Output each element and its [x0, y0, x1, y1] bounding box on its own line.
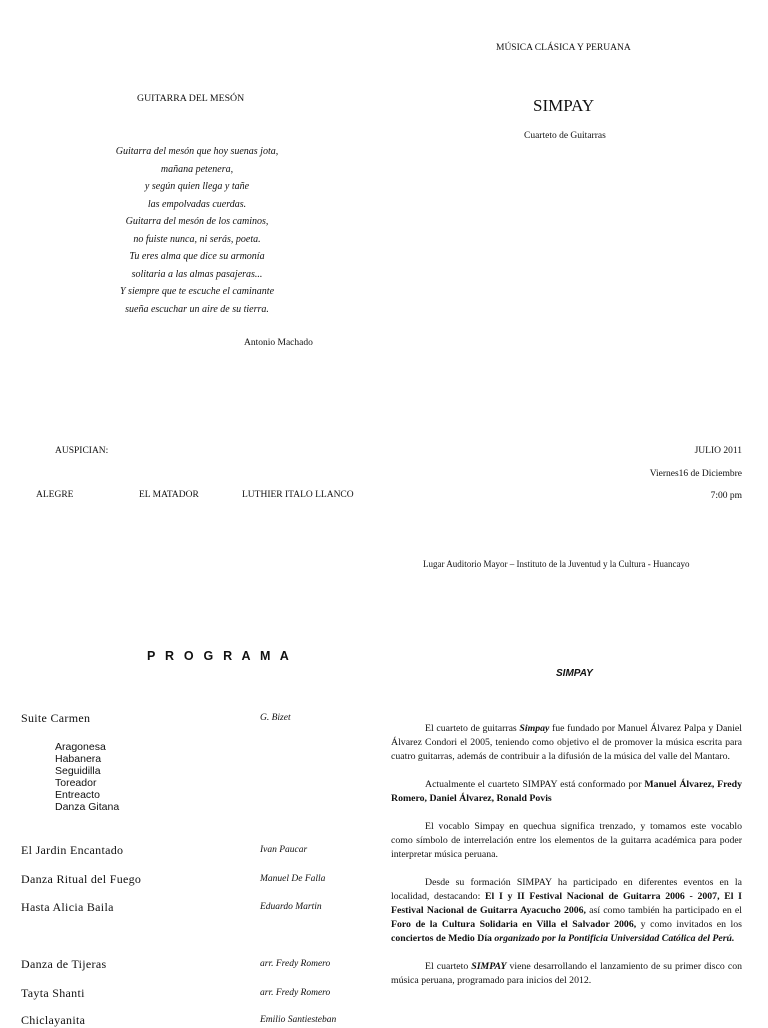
movement: Toreador	[55, 777, 97, 789]
program-composer: Emilio Santiesteban	[260, 1015, 337, 1025]
poem-line: Guitarra del mesón que hoy suenas jota,	[115, 146, 279, 157]
poem-line: sueña escuchar un aire de su tierra.	[125, 303, 269, 315]
program-composer: Manuel De Falla	[260, 874, 326, 884]
suite-movements	[55, 741, 119, 813]
about-paragraph: Actualmente el cuarteto SIMPAY está conformado por Manuel Álvarez, Fredy Romero, Daniel Álvarez, Ronald Povis	[391, 779, 743, 804]
program-piece: Danza Ritual del Fuego	[21, 872, 142, 886]
about-paragraph: El vocablo Simpay en quechua significa trenzado, y tomamos este vocablo como símbolo de interrelación entre los elementos de la guitarra académica para poder interpretar música peruana.	[391, 821, 742, 860]
poem-line: Y siempre que te escuche el caminante	[119, 286, 275, 297]
program-piece: Tayta Shanti	[21, 986, 85, 1000]
poem-line: solitaria a las almas pasajeras...	[131, 268, 263, 280]
about-paragraph: El cuarteto SIMPAY viene desarrollando el lanzamiento de su primer disco con música peruana, programado para inicios del 2012.	[391, 961, 742, 986]
poem-line: Guitarra del mesón de los caminos,	[125, 216, 269, 227]
program-piece: Suite Carmen	[21, 711, 91, 725]
program-piece: Hasta Alicia Baila	[21, 900, 114, 914]
movement: Entreacto	[55, 789, 100, 801]
event-month: JULIO 2011	[694, 446, 742, 456]
poem	[84, 143, 310, 318]
program-composer: Ivan Paucar	[260, 845, 308, 855]
poem-line: Tu eres alma que dice su armonía	[129, 251, 265, 262]
movement: Aragonesa	[55, 741, 106, 753]
poem-line: las empolvadas cuerdas.	[147, 198, 247, 210]
poem-title: GUITARRA DEL MESÓN	[137, 93, 245, 104]
poem-line: y según quien llega y tañe	[144, 181, 250, 192]
movement: Danza Gitana	[55, 801, 120, 813]
movement: Seguidilla	[55, 765, 101, 777]
program-composer: arr. Fredy Romero	[260, 988, 331, 998]
sponsor: ALEGRE	[36, 490, 74, 500]
program-piece: Chiclayanita	[21, 1013, 86, 1027]
program-composer: G. Bizet	[260, 713, 291, 723]
sponsor: EL MATADOR	[139, 490, 199, 500]
header-genre: MÚSICA CLÁSICA Y PERUANA	[496, 43, 631, 53]
about-text	[391, 722, 742, 988]
main-title: SIMPAY	[533, 96, 595, 115]
event-time: 7:00 pm	[710, 491, 742, 501]
poem-line: mañana petenera,	[160, 163, 234, 175]
program-composer: Eduardo Martin	[260, 902, 322, 912]
event-date: Viernes16 de Diciembre	[649, 469, 742, 479]
program-composer: arr. Fredy Romero	[260, 959, 331, 969]
poem-line: no fuiste nunca, ni serás, poeta.	[133, 233, 261, 245]
event-venue: Lugar Auditorio Mayor – Instituto de la Juventud y la Cultura - Huancayo	[423, 559, 690, 569]
about-heading: SIMPAY	[556, 668, 593, 679]
about-paragraph: El cuarteto de guitarras Simpay fue fundado por Manuel Álvarez Palpa y Daniel Álvarez Condori el 2005, teniendo como objetivo el de promover la música escrita para cuatro guitarras, además de contribuir a la difusión de la música del valle del Mantaro.	[391, 723, 742, 762]
program-title: P R O G R A M A	[147, 649, 292, 663]
movement: Habanera	[55, 753, 102, 765]
about-paragraph: Desde su formación SIMPAY ha participado en diferentes eventos en la localidad, destacando: El I y II Festival Nacional de Guitarra 2006 - 2007, El I Festival Nacional de Guitarra Ayacucho 2006, así como también ha participado en el Foro de la Cultura Solidaria en Villa el Salvador 2006, y como invitados en los conciertos de Medio Día organizado por la Pontificia Universidad Católica del Perú.	[391, 877, 742, 944]
poem-author: Antonio Machado	[244, 338, 313, 348]
program-piece: El Jardin Encantado	[21, 843, 124, 857]
sponsors-label: AUSPICIAN:	[55, 446, 109, 456]
subtitle: Cuarteto de Guitarras	[524, 131, 606, 141]
sponsor: LUTHIER ITALO LLANCO	[242, 490, 354, 500]
program-piece: Danza de Tijeras	[21, 957, 107, 971]
